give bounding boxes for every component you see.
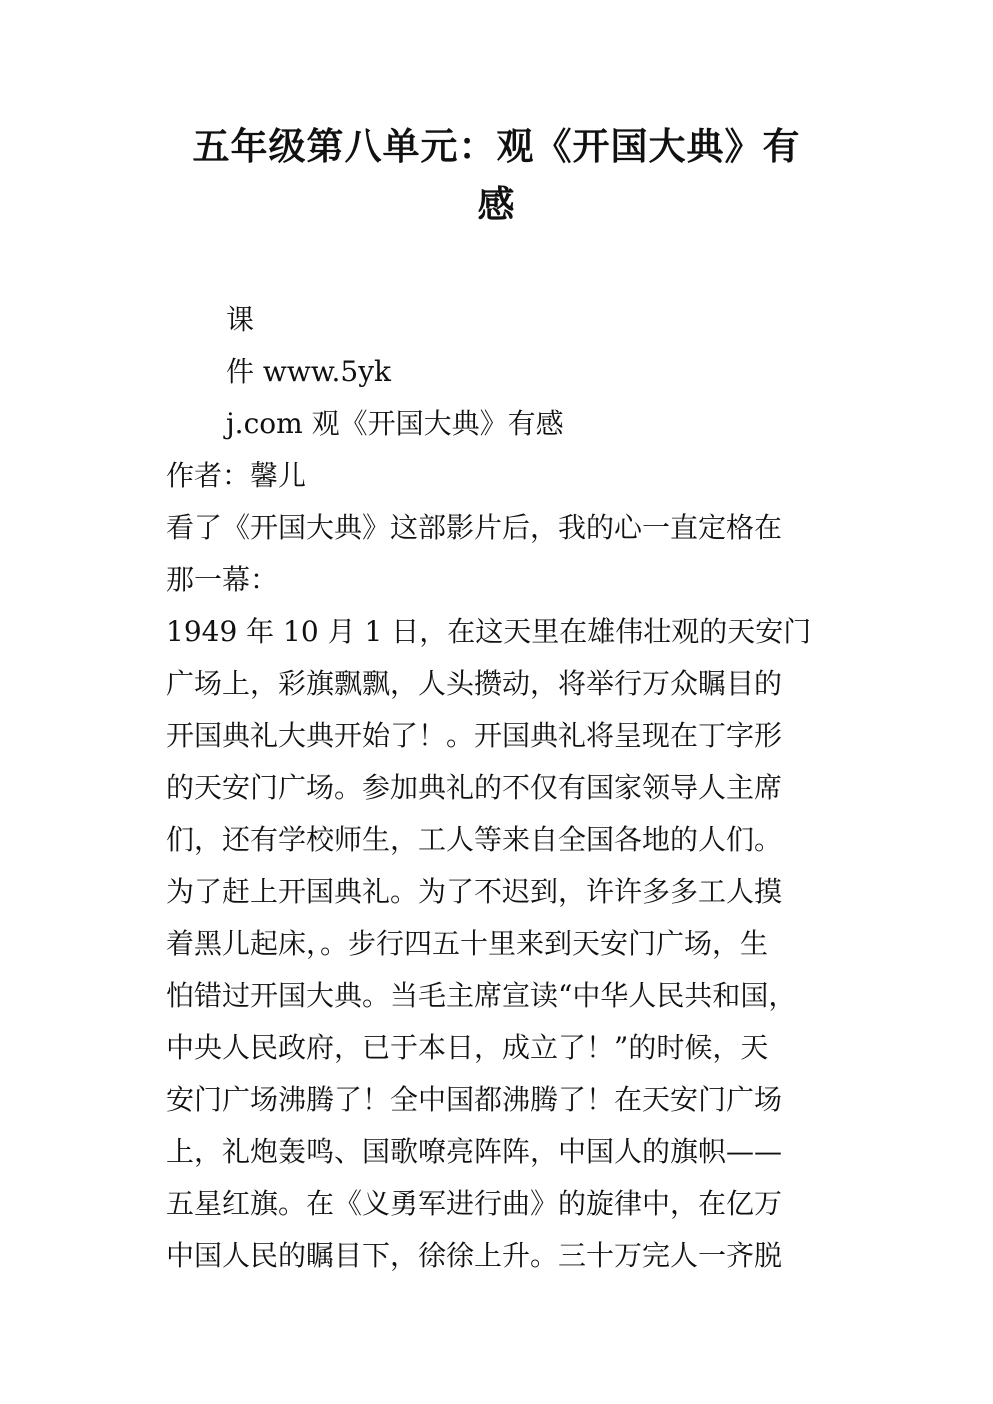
author-line: 作者：馨儿 (166, 459, 307, 492)
body-line-1: 看了《开国大典》这部影片后，我的心一直定格在 (166, 511, 783, 544)
body-line-8: 为了赶上开国典礼。为了不迟到，许许多多工人摸 (166, 875, 783, 908)
body-line-7: 们，还有学校师生，工人等来自全国各地的人们。 (166, 823, 783, 856)
body-line-13: 上，礼炮轰鸣、国歌嘹亮阵阵，中国人的旗帜—— (166, 1135, 783, 1168)
title-line-2: 感 (477, 183, 516, 226)
body-line-10: 怕错过开国大典。当毛主席宣读“中华人民共和国， (166, 979, 797, 1012)
body-line-11: 中央人民政府，已于本日，成立了！”的时候，天 (166, 1031, 769, 1064)
header-line-2: 件 www.5yk (226, 355, 391, 388)
body-line-3: 1949 年 10 月 1 日，在这天里在雄伟壮观的天安门 (166, 615, 812, 648)
document-title (100, 118, 893, 234)
body-line-6: 的天安门广场。参加典礼的不仅有国家领导人主席 (166, 771, 783, 804)
title-line-1: 五年级第八单元：观《开国大典》有 (192, 125, 801, 168)
body-line-12: 安门广场沸腾了！全中国都沸腾了！在天安门广场 (166, 1083, 783, 1116)
header-line-1: 课 (226, 303, 255, 336)
body-line-4: 广场上，彩旗飘飘，人头攒动，将举行万众瞩目的 (166, 667, 783, 700)
body-line-14: 五星红旗。在《义勇军进行曲》的旋律中，在亿万 (166, 1187, 783, 1220)
header-line-3: j.com 观《开国大典》有感 (226, 407, 564, 440)
body-line-5: 开国典礼大典开始了！。开国典礼将呈现在丁字形 (166, 719, 783, 752)
body-line-15: 中国人民的瞩目下，徐徐上升。三十万完人一齐脱 (166, 1239, 783, 1272)
document-body (166, 294, 846, 1282)
body-line-2: 那一幕： (166, 563, 279, 596)
body-line-9: 着黑儿起床，。步行四五十里来到天安门广场，生 (166, 927, 769, 960)
